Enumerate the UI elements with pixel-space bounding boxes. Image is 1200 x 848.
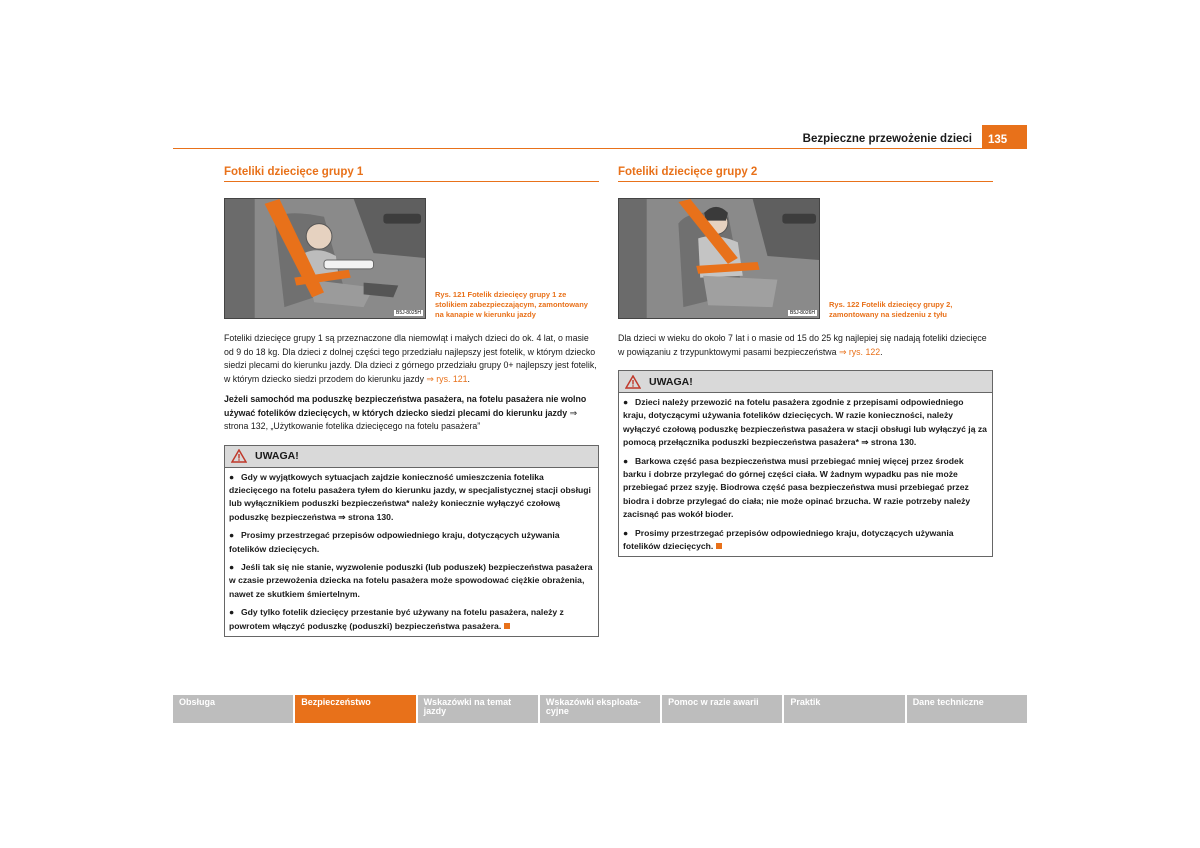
warning-body <box>619 393 992 556</box>
child-seat-group-2-illustration <box>619 199 819 318</box>
figure-121-link[interactable]: ⇒ rys. 121 <box>426 373 468 384</box>
bullet-dot-icon: ● <box>229 607 235 618</box>
nav-tab-bezpieczenstwo[interactable]: Bezpieczeństwo <box>295 695 415 723</box>
paragraph-text: Foteliki dziecięce grupy 1 są przeznaczone dla niemowląt i małych dzieci do ok. 4 lat, o masie od 9 do 18 kg. Dla dzieci z dolnej części tego przedziału najlepszy jest fotelik, w którym dziecko siedzi plecami do kierunku jazdy. Dla dzieci z górnego przedziału grupy 0+ najlepszy jest fotelik, w którym dziecko siedzi przodem do kierunku jazdy <box>224 333 597 384</box>
warning-header <box>619 371 992 393</box>
warning-header <box>225 446 598 468</box>
page-number: 135 <box>982 125 1027 149</box>
figure-122-image <box>618 198 820 319</box>
nav-tab-obsluga[interactable]: Obsługa <box>173 695 293 723</box>
paragraph-text: Dla dzieci w wieku do około 7 lat i o masie od 15 do 25 kg najlepiej się nadają foteliki dziecięce w powiązaniu z trzypunktowymi pasami bezpieczeństwa <box>618 333 987 357</box>
paragraph-group-2-intro: Dla dzieci w wieku do około 7 lat i o masie od 15 do 25 kg najlepiej się nadają foteliki dziecięce w powiązaniu z trzypunktowymi pasami bezpieczeństwa ⇒ rys. 122. <box>618 333 987 357</box>
warning-triangle-icon <box>625 375 641 389</box>
nav-tab-wskazowki-jazdy[interactable]: Wskazówki na temat jazdy <box>418 695 538 723</box>
warning-body <box>225 468 598 636</box>
bullet-dot-icon: ● <box>623 455 629 466</box>
bullet-dot-icon: ● <box>229 471 235 482</box>
figure-row-121 <box>224 198 599 320</box>
nav-tab-wskazowki-eksploatacyjne[interactable]: Wskazówki eksploatacyjne <box>540 695 660 723</box>
chapter-nav-bar <box>173 695 1027 723</box>
section-title-group-1: Foteliki dziecięce grupy 1 <box>224 166 599 182</box>
left-column <box>224 166 599 637</box>
warning-item: ● Barkowa część pasa bezpieczeństwa musi przebiegać mniej więcej przez środek barku i dobrze przylegać do górnej części ciała. W żadnym wypadku pas nie może przebiegać przez szyję. Biodrowa część pasa bezpieczeństwa musi przebiegać przez biodra i dobrze przylegać do ciała; nie może opinać brzucha. W razie potrzeby należy zacisnąć pas wokół bioder. <box>623 455 971 520</box>
end-square-icon <box>504 623 510 629</box>
figure-code-label: B5J-8025H <box>395 310 421 316</box>
warning-box-right <box>618 370 993 557</box>
running-header-title: Bezpieczne przewożenie dzieci <box>802 133 972 145</box>
warning-item: ● Gdy tylko fotelik dziecięcy przestanie być używany na fotelu pasażera, należy z powrotem włączyć poduszkę (poduszki) bezpieczeństwa pasażera. <box>229 607 564 631</box>
bullet-dot-icon: ● <box>229 561 235 572</box>
end-square-icon <box>716 543 722 549</box>
bullet-dot-icon: ● <box>623 527 629 538</box>
nav-tab-pomoc-awarii[interactable]: Pomoc w razie awarii <box>662 695 782 723</box>
figure-122-caption: Rys. 122 Fotelik dziecięcy grupy 2, zamontowany na siedzeniu z tyłu <box>829 300 953 319</box>
bullet-dot-icon: ● <box>229 530 235 541</box>
warning-title: UWAGA! <box>649 375 693 388</box>
warning-item: ● Prosimy przestrzegać przepisów odpowiedniego kraju, dotyczących używania fotelików dziecięcych. <box>229 530 560 554</box>
section-title-group-2: Foteliki dziecięce grupy 2 <box>618 166 993 182</box>
warning-title: UWAGA! <box>255 450 299 462</box>
bullet-dot-icon: ● <box>623 397 629 407</box>
figure-122-link[interactable]: ⇒ rys. 122 <box>839 346 881 357</box>
nav-tab-dane-techniczne[interactable]: Dane techniczne <box>907 695 1027 723</box>
warning-item: ● Prosimy przestrzegać przepisów odpowiedniego kraju, dotyczących używania fotelików dziecięcych. <box>623 527 954 552</box>
figure-code-label: B5J-8026H <box>789 310 815 316</box>
figure-row-122 <box>618 198 993 320</box>
warning-item: ● Gdy w wyjątkowych sytuacjach zajdzie konieczność umieszczenia fotelika dziecięcego na fotelu pasażera tyłem do kierunku jazdy, w specjalistycznej stacji obsługi lub wyłącznikiem poduszki bezpieczeństwa* należy koniecznie wyłączyć czołową poduszkę bezpieczeństwa ⇒ strona 130. <box>229 471 591 522</box>
nav-tab-praktik[interactable]: Praktik <box>784 695 904 723</box>
child-seat-group-1-illustration <box>225 199 425 318</box>
paragraph-reference: ⇒ strona 132, „Użytkowanie fotelika dziecięcego na fotelu pasażera” <box>224 407 578 431</box>
paragraph-bold-text: Jeżeli samochód ma poduszkę bezpieczeństwa pasażera, na fotelu pasażera nie wolno używać fotelików dziecięcych, w których dziecko siedzi plecami do kierunku jazdy <box>224 394 587 418</box>
warning-item: ● Jeśli tak się nie stanie, wyzwolenie poduszki (lub poduszek) bezpieczeństwa pasażera w czasie przewożenia dziecka na fotelu pasażera może spowodować ciężkie obrażenia, nawet ze skutkiem śmiertelnym. <box>229 561 593 599</box>
figure-121-image <box>224 198 426 319</box>
figure-121-caption: Rys. 121 Fotelik dziecięcy grupy 1 ze stolikiem zabezpieczającym, zamontowany na kanapie w kierunku jazdy <box>435 290 588 319</box>
warning-triangle-icon <box>231 449 247 463</box>
warning-box-left <box>224 445 599 637</box>
warning-item: ● Dzieci należy przewozić na fotelu pasażera zgodnie z przepisami odpowiedniego kraju, dotyczącymi używania fotelików dziecięcych. W razie konieczności, należy wyłączyć czołową poduszkę bezpieczeństwa pasażera w stacji obsługi lub wyłączyć ją za pomocą przełącznika poduszki bezpieczeństwa pasażera* ⇒ strona 130. <box>623 397 987 448</box>
right-column <box>618 166 993 557</box>
paragraph-airbag-note <box>224 393 599 434</box>
header-rule <box>173 148 983 149</box>
paragraph-group-1-intro: Foteliki dziecięce grupy 1 są przeznaczone dla niemowląt i małych dzieci do ok. 4 lat, o masie od 9 do 18 kg. Dla dzieci z dolnej części tego przedziału najlepszy jest fotelik, w którym dziecko siedzi plecami do kierunku jazdy. Dla dzieci z górnego przedziału grupy 0+ najlepszy jest fotelik, w którym dziecko siedzi przodem do kierunku jazdy ⇒ rys. 121. <box>224 333 597 384</box>
